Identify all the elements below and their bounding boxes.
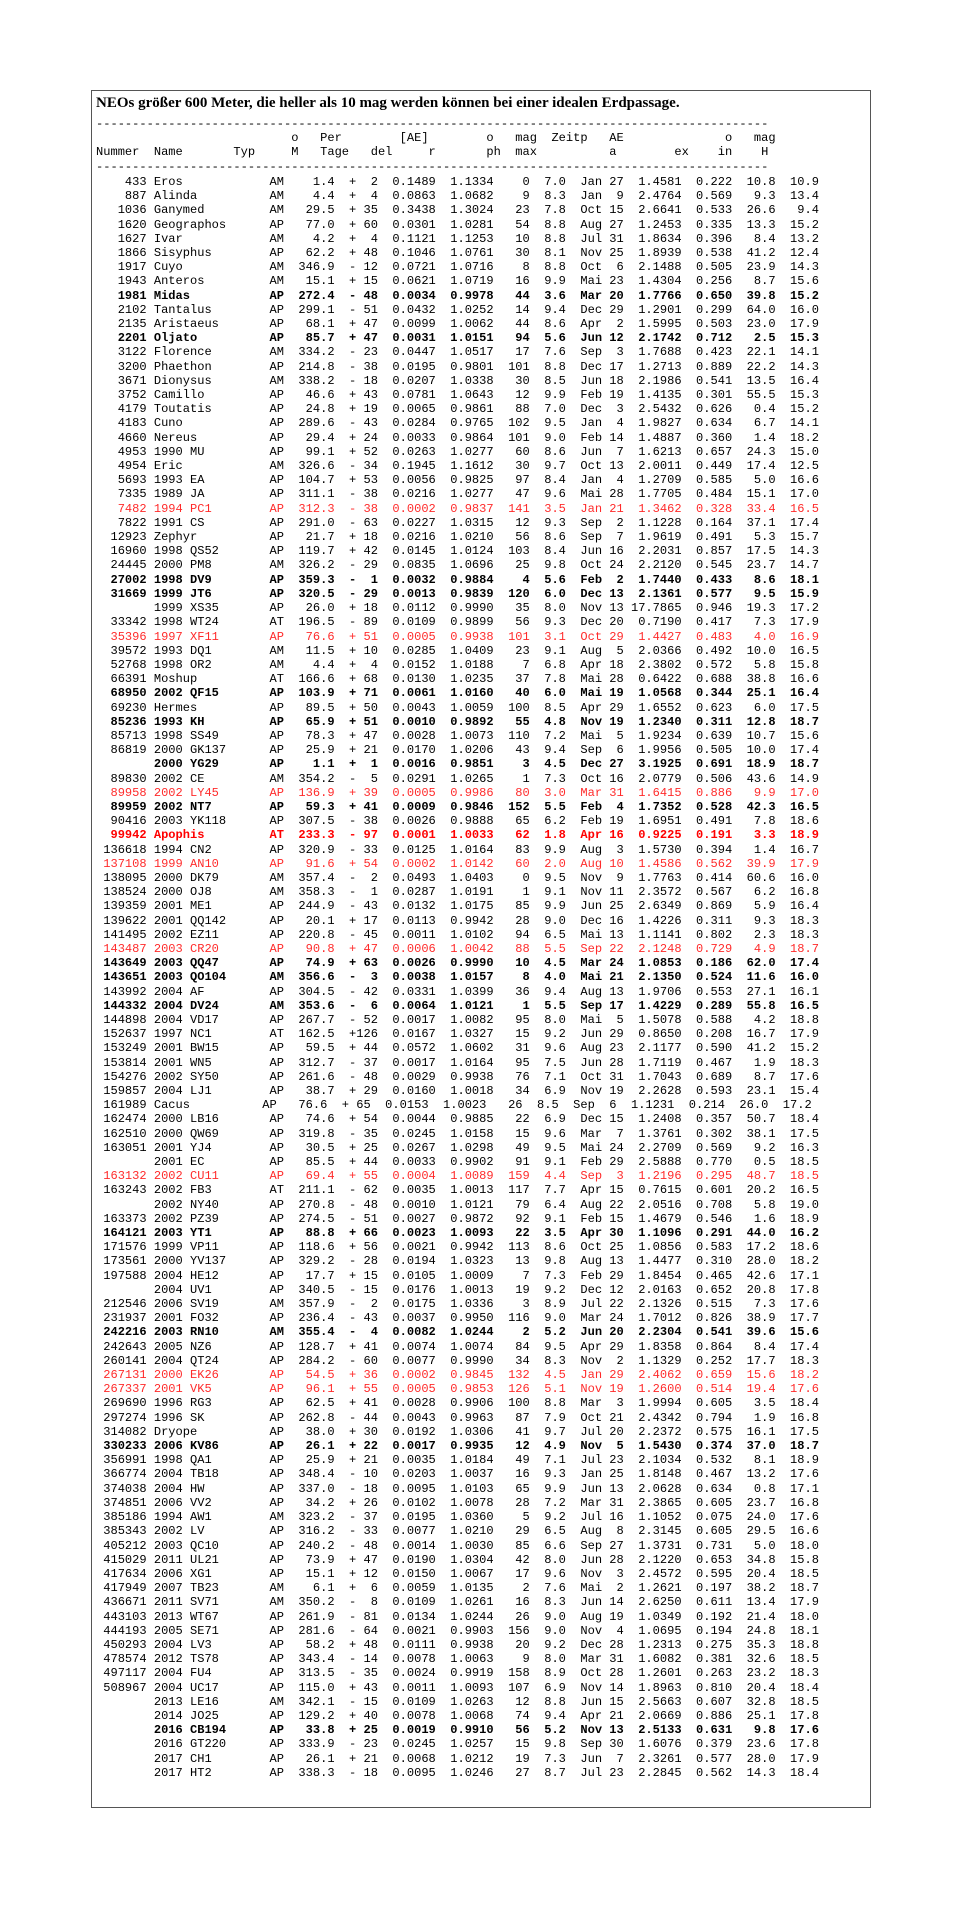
table-row: 3671 Dionysus AM 338.2 - 18 0.0207 1.0338 30 8.5 Jun 18 2.1986 0.541 13.5 16.4 xyxy=(96,373,819,388)
table-row: 143651 2003 QO104 AM 356.6 - 3 0.0038 1.0157 8 4.0 Mai 21 2.1350 0.524 11.6 16.0 xyxy=(96,970,819,985)
table-row: 356991 1998 QA1 AP 25.9 + 21 0.0035 1.0184 49 7.1 Jul 23 2.1034 0.532 8.1 18.9 xyxy=(96,1453,819,1468)
table-row: 267131 2000 EK26 AP 54.5 + 36 0.0002 0.9845 132 4.5 Jan 29 2.4062 0.659 15.6 18.2 xyxy=(96,1368,819,1383)
table-row: 35396 1997 XF11 AP 76.6 + 51 0.0005 0.9938 101 3.1 Oct 29 1.4427 0.483 4.0 16.9 xyxy=(96,629,819,644)
table-row: 2000 YG29 AP 1.1 + 1 0.0016 0.9851 3 4.5 Dec 27 3.1925 0.691 18.9 18.7 xyxy=(96,757,819,772)
table-row: 154276 2002 SY50 AP 261.6 - 48 0.0029 0.9938 76 7.1 Oct 31 1.7043 0.689 8.7 17.6 xyxy=(96,1069,819,1084)
table-row: 153814 2001 WN5 AP 312.7 - 37 0.0017 1.0164 95 7.5 Jun 28 1.7119 0.467 1.9 18.3 xyxy=(96,1055,819,1070)
table-row: 85236 1993 KH AP 65.9 + 51 0.0010 0.9892 55 4.8 Nov 19 1.2340 0.311 12.8 18.7 xyxy=(96,714,819,729)
page-title: NEOs größer 600 Meter, die heller als 10 mag werden können bei einer idealen Erdpassage. xyxy=(96,95,680,111)
table-row: 374851 2006 VV2 AP 34.2 + 26 0.0102 1.0078 28 7.2 Mar 31 2.3865 0.605 23.7 16.8 xyxy=(96,1495,819,1510)
table-row: 436671 2011 SV71 AM 350.2 - 8 0.0109 1.0261 16 8.3 Jun 14 2.6250 0.611 13.4 17.9 xyxy=(96,1595,819,1610)
table-row: 144332 2004 DV24 AM 353.6 - 6 0.0064 1.0121 1 5.5 Sep 17 1.4229 0.289 55.8 16.5 xyxy=(96,998,819,1013)
table-row: 415029 2011 UL21 AP 73.9 + 47 0.0190 1.0304 42 8.0 Jun 28 2.1220 0.653 34.8 15.8 xyxy=(96,1552,819,1567)
table-row: 212546 2006 SV19 AM 357.9 - 2 0.0175 1.0336 3 8.9 Jul 22 2.1326 0.515 7.3 17.6 xyxy=(96,1297,819,1312)
table-row: 137108 1999 AN10 AP 91.6 + 54 0.0002 1.0142 60 2.0 Aug 10 1.4586 0.562 39.9 17.9 xyxy=(96,856,819,871)
table-row: 417949 2007 TB23 AM 6.1 + 6 0.0059 1.0135 2 7.6 Mai 2 1.2621 0.197 38.2 18.7 xyxy=(96,1581,819,1596)
table-row: 2135 Aristaeus AP 68.1 + 47 0.0099 1.0062 44 8.6 Apr 2 1.5995 0.503 23.0 17.9 xyxy=(96,317,819,332)
table-row: 2001 EC AP 85.5 + 44 0.0033 0.9902 91 9.1 Feb 29 2.5888 0.770 0.5 18.5 xyxy=(96,1155,819,1170)
table-row: 1943 Anteros AM 15.1 + 15 0.0621 1.0719 16 9.9 Mai 23 1.4304 0.256 8.7 15.6 xyxy=(96,274,819,289)
table-row: 297274 1996 SK AP 262.8 - 44 0.0043 0.9963 87 7.9 Oct 21 2.4342 0.794 1.9 16.8 xyxy=(96,1410,819,1425)
table-row: 366774 2004 TB18 AP 348.4 - 10 0.0203 1.0037 16 9.3 Jan 25 1.8148 0.467 13.2 17.6 xyxy=(96,1467,819,1482)
table-row: 1036 Ganymed AM 29.5 + 35 0.3438 1.3024 23 7.8 Oct 15 2.6641 0.533 26.6 9.4 xyxy=(96,203,819,218)
table-row: 242216 2003 RN10 AM 355.4 - 4 0.0082 1.0244 2 5.2 Jun 20 2.2304 0.541 39.6 15.6 xyxy=(96,1325,819,1340)
table-row: 7335 1989 JA AP 311.1 - 38 0.0216 1.0277 47 9.6 Mai 28 1.7705 0.484 15.1 17.0 xyxy=(96,487,819,502)
table-row: 12923 Zephyr AP 21.7 + 18 0.0216 1.0210 56 8.6 Sep 7 1.9619 0.491 5.3 15.7 xyxy=(96,530,819,545)
table-row: 887 Alinda AM 4.4 + 4 0.0863 1.0682 9 8.3 Jan 9 2.4764 0.569 9.3 13.4 xyxy=(96,189,819,204)
table-row: 2016 CB194 AP 33.8 + 25 0.0019 0.9910 56 5.2 Nov 13 2.5133 0.631 9.8 17.6 xyxy=(96,1723,819,1738)
table-row: 163051 2001 YJ4 AP 30.5 + 25 0.0267 1.0298 49 9.5 Mai 24 2.2709 0.569 9.2 16.3 xyxy=(96,1140,819,1155)
table-row: 260141 2004 QT24 AP 284.2 - 60 0.0077 0.9990 34 8.3 Nov 2 1.1329 0.252 17.7 18.3 xyxy=(96,1353,819,1368)
table-row: 164121 2003 YT1 AP 88.8 + 66 0.0023 1.0093 22 3.5 Apr 30 1.1096 0.291 44.0 16.2 xyxy=(96,1226,819,1241)
table-row: 99942 Apophis AT 233.3 - 97 0.0001 1.0033 62 1.8 Apr 16 0.9225 0.191 3.3 18.9 xyxy=(96,828,819,843)
table-row: 2013 LE16 AM 342.1 - 15 0.0109 1.0263 12 8.8 Jun 15 2.5663 0.607 32.8 18.5 xyxy=(96,1694,819,1709)
table-row: 16960 1998 QS52 AP 119.7 + 42 0.0145 1.0124 103 8.4 Jun 16 2.2031 0.857 17.5 14.3 xyxy=(96,544,819,559)
table-row: 4179 Toutatis AP 24.8 + 19 0.0065 0.9861 88 7.0 Dec 3 2.5432 0.626 0.4 15.2 xyxy=(96,402,819,417)
table-row: 4954 Eric AM 326.6 - 34 0.1945 1.1612 30 9.7 Oct 13 2.0011 0.449 17.4 12.5 xyxy=(96,459,819,474)
table-row: 314082 Dryope AP 38.0 + 30 0.0192 1.0306 41 9.7 Jul 20 2.2372 0.575 16.1 17.5 xyxy=(96,1424,819,1439)
table-row: 405212 2003 QC10 AP 240.2 - 48 0.0014 1.0030 85 6.6 Sep 27 1.3731 0.731 5.0 18.0 xyxy=(96,1538,819,1553)
table-row: 385343 2002 LV AP 316.2 - 33 0.0077 1.0210 29 6.5 Aug 8 2.3145 0.605 29.5 16.6 xyxy=(96,1524,819,1539)
table-row: 267337 2001 VK5 AP 96.1 + 55 0.0005 0.9853 126 5.1 Nov 19 1.2600 0.514 19.4 17.6 xyxy=(96,1382,819,1397)
table-frame xyxy=(91,90,871,1808)
table-row: 31669 1999 JT6 AP 320.5 - 29 0.0013 0.9839 120 6.0 Dec 13 2.1361 0.577 9.5 15.9 xyxy=(96,586,819,601)
table-row: 143487 2003 CR20 AP 90.8 + 47 0.0006 1.0042 88 5.5 Sep 22 2.1248 0.729 4.9 18.7 xyxy=(96,941,819,956)
table-row: 330233 2006 KV86 AP 26.1 + 22 0.0017 0.9935 12 4.9 Nov 5 1.5430 0.374 37.0 18.7 xyxy=(96,1439,819,1454)
table-row: 3122 Florence AM 334.2 - 23 0.0447 1.0517 17 7.6 Sep 3 1.7688 0.423 22.1 14.1 xyxy=(96,345,819,360)
table-row: 143649 2003 QQ47 AP 74.9 + 63 0.0026 0.9990 10 4.5 Mar 24 1.0853 0.186 62.0 17.4 xyxy=(96,956,819,971)
table-row: 444193 2005 SE71 AP 281.6 - 64 0.0021 0.9903 156 9.0 Nov 4 1.0695 0.194 24.8 18.1 xyxy=(96,1623,819,1638)
table-row: 66391 Moshup AT 166.6 + 68 0.0130 1.0235 37 7.8 Mai 28 0.6422 0.688 38.8 16.6 xyxy=(96,672,819,687)
table-row: 153249 2001 BW15 AP 59.5 + 44 0.0572 1.0602 31 9.6 Aug 23 2.1177 0.590 41.2 15.2 xyxy=(96,1041,819,1056)
table-row: 163132 2002 CU11 AP 69.4 + 55 0.0004 1.0089 159 4.4 Sep 3 1.2196 0.295 48.7 18.5 xyxy=(96,1169,819,1184)
table-row: 478574 2012 TS78 AP 343.4 - 14 0.0078 1.0063 9 8.0 Mar 31 1.6082 0.381 32.6 18.5 xyxy=(96,1652,819,1667)
table-row: 443103 2013 WT67 AP 261.9 - 81 0.0134 1.0244 26 9.0 Aug 19 1.0349 0.192 21.4 18.0 xyxy=(96,1609,819,1624)
header-line-2: Nummer Name Typ M Tage del r ph max a ex in H xyxy=(96,145,769,160)
table-row: 152637 1997 NC1 AT 162.5 +126 0.0167 1.0327 15 9.2 Jun 29 0.8650 0.208 16.7 17.9 xyxy=(96,1027,819,1042)
table-row: 4183 Cuno AP 289.6 - 43 0.0284 0.9765 102 9.5 Jan 4 1.9827 0.634 6.7 14.1 xyxy=(96,416,819,431)
table-row: 162510 2000 QW69 AP 319.8 - 35 0.0245 1.0158 15 9.6 Mar 7 1.3761 0.302 38.1 17.5 xyxy=(96,1126,819,1141)
table-row: 7482 1994 PC1 AP 312.3 - 38 0.0002 0.9837 141 3.5 Jan 21 1.3462 0.328 33.4 16.5 xyxy=(96,501,819,516)
header-line-1: o Per [AE] o mag Zeitp AE o mag xyxy=(96,131,776,146)
table-row: 385186 1994 AW1 AM 323.2 - 37 0.0195 1.0360 5 9.2 Jul 16 1.1052 0.075 24.0 17.6 xyxy=(96,1510,819,1525)
table-row: 136618 1994 CN2 AP 320.9 - 33 0.0125 1.0164 83 9.9 Aug 3 1.5730 0.394 1.4 16.7 xyxy=(96,842,819,857)
table-row: 90416 2003 YK118 AP 307.5 - 38 0.0026 0.9888 65 6.2 Feb 19 1.6951 0.491 7.8 18.6 xyxy=(96,814,819,829)
table-row: 7822 1991 CS AP 291.0 - 63 0.0227 1.0315 12 9.3 Sep 2 1.1228 0.164 37.1 17.4 xyxy=(96,515,819,530)
table-row: 1999 XS35 AP 26.0 + 18 0.0112 0.9990 35 8.0 Nov 13 17.7865 0.946 19.3 17.2 xyxy=(96,601,819,616)
table-row: 173561 2000 YV137 AP 329.2 - 28 0.0194 1.0323 13 9.8 Aug 13 1.4477 0.310 28.0 18.2 xyxy=(96,1254,819,1269)
table-row: 497117 2004 FU4 AP 313.5 - 35 0.0024 0.9919 158 8.9 Oct 28 1.2601 0.263 23.2 18.3 xyxy=(96,1666,819,1681)
header-rule-top: --------------------------------------------------------------------------------------------- xyxy=(96,117,769,131)
table-row: 2014 JO25 AP 129.2 + 40 0.0078 1.0068 74 9.4 Apr 21 2.0669 0.886 25.1 17.8 xyxy=(96,1708,819,1723)
table-row: 197588 2004 HE12 AP 17.7 + 15 0.0105 1.0009 7 7.3 Feb 29 1.8454 0.465 42.6 17.1 xyxy=(96,1268,819,1283)
table-row: 3200 Phaethon AP 214.8 - 38 0.0195 0.9801 101 8.8 Dec 17 1.2713 0.889 22.2 14.3 xyxy=(96,359,819,374)
table-row: 171576 1999 VP11 AP 118.6 + 56 0.0021 0.9942 113 8.6 Oct 25 1.0856 0.583 17.2 18.6 xyxy=(96,1240,819,1255)
table-row: 89830 2002 CE AM 354.2 - 5 0.0291 1.0265 1 7.3 Oct 16 2.0779 0.506 43.6 14.9 xyxy=(96,771,819,786)
table-row: 24445 2000 PM8 AM 326.2 - 29 0.0835 1.0696 25 9.8 Oct 24 2.2120 0.545 23.7 14.7 xyxy=(96,558,819,573)
table-row: 141495 2002 EZ11 AP 220.8 - 45 0.0011 1.0102 94 6.5 Mai 13 1.1141 0.802 2.3 18.3 xyxy=(96,927,819,942)
table-row: 69230 Hermes AP 89.5 + 50 0.0043 1.0059 100 8.5 Apr 29 1.6552 0.623 6.0 17.5 xyxy=(96,700,819,715)
table-row: 242643 2005 NZ6 AP 128.7 + 41 0.0074 1.0074 84 9.5 Apr 29 1.8358 0.864 8.4 17.4 xyxy=(96,1339,819,1354)
table-row: 143992 2004 AF AP 304.5 - 42 0.0331 1.0399 36 9.4 Aug 13 1.9706 0.553 27.1 16.1 xyxy=(96,984,819,999)
table-row: 1981 Midas AP 272.4 - 48 0.0034 0.9978 44 3.6 Mar 20 1.7766 0.650 39.8 15.2 xyxy=(96,288,819,303)
table-row: 85713 1998 SS49 AP 78.3 + 47 0.0028 1.0073 110 7.2 Mai 5 1.9234 0.639 10.7 15.6 xyxy=(96,728,819,743)
table-row: 27002 1998 DV9 AP 359.3 - 1 0.0032 0.9884 4 5.6 Feb 2 1.7440 0.433 8.6 18.1 xyxy=(96,572,819,587)
header-rule-bottom: --------------------------------------------------------------------------------------------- xyxy=(96,159,769,174)
table-row: 1866 Sisyphus AP 62.2 + 48 0.1046 1.0761 30 8.1 Nov 25 1.8939 0.538 41.2 12.4 xyxy=(96,246,819,261)
table-header xyxy=(96,117,776,174)
table-row: 86819 2000 GK137 AP 25.9 + 21 0.0170 1.0206 43 9.4 Sep 6 1.9956 0.505 10.0 17.4 xyxy=(96,743,819,758)
table-row: 231937 2001 FO32 AP 236.4 - 43 0.0037 0.9950 116 9.0 Mar 24 1.7012 0.826 38.9 17.7 xyxy=(96,1311,819,1326)
table-row: 2017 CH1 AP 26.1 + 21 0.0068 1.0212 19 7.3 Jun 7 2.3261 0.577 28.0 17.9 xyxy=(96,1751,819,1766)
table-row: 2102 Tantalus AP 299.1 - 51 0.0432 1.0252 14 9.4 Dec 29 1.2901 0.299 64.0 16.0 xyxy=(96,302,819,317)
table-row: 450293 2004 LV3 AP 58.2 + 48 0.0111 0.9938 20 9.2 Dec 28 1.2313 0.275 35.3 18.8 xyxy=(96,1637,819,1652)
table-row: 89958 2002 LY45 AP 136.9 + 39 0.0005 0.9986 80 3.0 Mar 31 1.6415 0.886 9.9 17.0 xyxy=(96,785,819,800)
table-row: 138095 2000 DK79 AM 357.4 - 2 0.0493 1.0403 0 9.5 Nov 9 1.7763 0.414 60.6 16.0 xyxy=(96,870,819,885)
table-row: 374038 2004 HW AP 337.0 - 18 0.0095 1.0103 65 9.9 Jun 13 2.0628 0.634 0.8 17.1 xyxy=(96,1481,819,1496)
table-row: 4660 Nereus AP 29.4 + 24 0.0033 0.9864 101 9.0 Feb 14 1.4887 0.360 1.4 18.2 xyxy=(96,430,819,445)
table-row: 433 Eros AM 1.4 + 2 0.1489 1.1334 0 7.0 Jan 27 1.4581 0.222 10.8 10.9 xyxy=(96,175,819,189)
table-row: 2004 UV1 AP 340.5 - 15 0.0176 1.0013 19 9.2 Dec 12 2.0163 0.652 20.8 17.8 xyxy=(96,1282,819,1297)
table-row: 508967 2004 UC17 AP 115.0 + 43 0.0011 1.0093 107 6.9 Nov 14 1.8963 0.810 20.4 18.4 xyxy=(96,1680,819,1695)
table-row: 138524 2000 OJ8 AM 358.3 - 1 0.0287 1.0191 1 9.1 Nov 11 2.3572 0.567 6.2 16.8 xyxy=(96,885,819,900)
table-row: 39572 1993 DQ1 AM 11.5 + 10 0.0285 1.0409 23 9.1 Aug 5 2.0366 0.492 10.0 16.5 xyxy=(96,643,819,658)
table-row: 2017 HT2 AP 338.3 - 18 0.0095 1.0246 27 8.7 Jul 23 2.2845 0.562 14.3 18.4 xyxy=(96,1765,819,1780)
table-row: 3752 Camillo AP 46.6 + 43 0.0781 1.0643 12 9.9 Feb 19 1.4135 0.301 55.5 15.3 xyxy=(96,388,819,403)
table-row: 161989 Cacus AP 76.6 + 65 0.0153 1.0023 26 8.5 Sep 6 1.1231 0.214 26.0 17.2 xyxy=(96,1098,812,1113)
table-row: 4953 1990 MU AP 99.1 + 52 0.0263 1.0277 60 8.6 Jun 7 1.6213 0.657 24.3 15.0 xyxy=(96,444,819,459)
table-row: 1917 Cuyo AM 346.9 - 12 0.0721 1.0716 8 8.8 Oct 6 2.1488 0.505 23.9 14.3 xyxy=(96,260,819,275)
table-row: 52768 1998 OR2 AM 4.4 + 4 0.0152 1.0188 7 6.8 Apr 18 2.3802 0.572 5.8 15.8 xyxy=(96,657,819,672)
table-body xyxy=(96,175,819,1780)
table-row: 2002 NY40 AP 270.8 - 48 0.0010 1.0121 79 6.4 Aug 22 2.0516 0.708 5.8 19.0 xyxy=(96,1197,819,1212)
table-row: 163373 2002 PZ39 AP 274.5 - 51 0.0027 0.9872 92 9.1 Feb 15 1.4679 0.546 1.6 18.9 xyxy=(96,1211,819,1226)
table-row: 33342 1998 WT24 AT 196.5 - 89 0.0109 0.9899 56 9.3 Dec 20 0.7190 0.417 7.3 17.9 xyxy=(96,615,819,630)
table-row: 2016 GT220 AP 333.9 - 23 0.0245 1.0257 15 9.8 Sep 30 1.6076 0.379 23.6 17.8 xyxy=(96,1737,819,1752)
table-row: 139622 2001 QQ142 AP 20.1 + 17 0.0113 0.9942 28 9.0 Dec 16 1.4226 0.311 9.3 18.3 xyxy=(96,913,819,928)
table-row: 269690 1996 RG3 AP 62.5 + 41 0.0028 0.9906 100 8.8 Mar 3 1.9994 0.605 3.5 18.4 xyxy=(96,1396,819,1411)
table-row: 159857 2004 LJ1 AP 38.7 + 29 0.0160 1.0018 34 6.9 Nov 19 2.2628 0.593 23.1 15.4 xyxy=(96,1084,819,1098)
table-row: 89959 2002 NT7 AP 59.3 + 41 0.0009 0.9846 152 5.5 Feb 4 1.7352 0.528 42.3 16.5 xyxy=(96,799,819,814)
table-row: 162474 2000 LB16 AP 74.6 + 54 0.0044 0.9885 22 6.9 Dec 15 1.2408 0.357 50.7 18.4 xyxy=(96,1112,819,1127)
table-row: 139359 2001 ME1 AP 244.9 - 43 0.0132 1.0175 85 9.9 Jun 25 2.6349 0.869 5.9 16.4 xyxy=(96,899,819,914)
table-row: 5693 1993 EA AP 104.7 + 53 0.0056 0.9825 97 8.4 Jan 4 1.2709 0.585 5.0 16.6 xyxy=(96,473,819,488)
table-row: 2201 Oljato AP 85.7 + 47 0.0031 1.0151 94 5.6 Jun 12 2.1742 0.712 2.5 15.3 xyxy=(96,331,819,346)
table-row: 1627 Ivar AM 4.2 + 4 0.1121 1.1253 10 8.8 Jul 31 1.8634 0.396 8.4 13.2 xyxy=(96,231,819,246)
table-row: 68950 2002 QF15 AP 103.9 + 71 0.0061 1.0160 40 6.0 Mai 19 1.0568 0.344 25.1 16.4 xyxy=(96,686,819,701)
table-row: 417634 2006 XG1 AP 15.1 + 12 0.0150 1.0067 17 9.6 Nov 3 2.4572 0.595 20.4 18.5 xyxy=(96,1566,819,1581)
table-row: 144898 2004 VD17 AP 267.7 - 52 0.0017 1.0082 95 8.0 Mai 5 1.5078 0.588 4.2 18.8 xyxy=(96,1012,819,1027)
table-row: 1620 Geographos AP 77.0 + 60 0.0301 1.0281 54 8.8 Aug 27 1.2453 0.335 13.3 15.2 xyxy=(96,217,819,232)
table-row: 163243 2002 FB3 AT 211.1 - 62 0.0035 1.0013 117 7.7 Apr 15 0.7615 0.601 20.2 16.5 xyxy=(96,1183,819,1198)
